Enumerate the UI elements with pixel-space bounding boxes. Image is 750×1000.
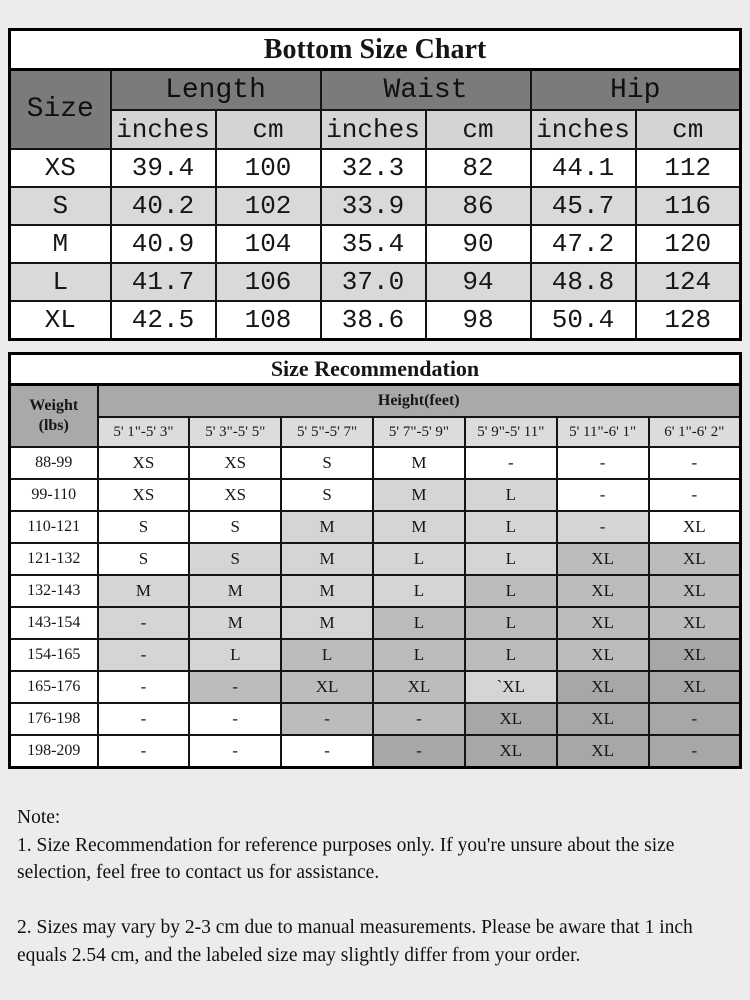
recommended-size-cell: L [373, 607, 465, 639]
waist-cm-header: cm [426, 110, 531, 149]
measurement-cell: 39.4 [111, 149, 216, 187]
measurement-cell: 100 [216, 149, 321, 187]
recommended-size-cell: XL [373, 671, 465, 703]
height-feet-header: Height(feet) [98, 385, 741, 418]
recommended-size-cell: - [557, 447, 649, 479]
hip-group-header: Hip [531, 70, 741, 111]
weight-range-cell: 165-176 [10, 671, 98, 703]
recommended-size-cell: XL [649, 671, 741, 703]
measurement-cell: 37.0 [321, 263, 426, 301]
measurement-cell: 104 [216, 225, 321, 263]
measurement-cell: 86 [426, 187, 531, 225]
recommended-size-cell: L [281, 639, 373, 671]
recommended-size-cell: L [373, 543, 465, 575]
measure-group-row [10, 70, 741, 111]
bottom-size-chart-title: Bottom Size Chart [10, 30, 741, 70]
size-label-cell: S [10, 187, 111, 225]
weight-range-cell: 154-165 [10, 639, 98, 671]
bottom-size-chart-table [8, 28, 742, 341]
recommended-size-cell: M [281, 575, 373, 607]
recommended-size-cell: L [465, 479, 557, 511]
weight-range-cell: 110-121 [10, 511, 98, 543]
measurement-cell: 82 [426, 149, 531, 187]
weight-header-cell [10, 385, 98, 448]
recommended-size-cell: M [373, 447, 465, 479]
recommended-size-cell: L [465, 543, 557, 575]
recommended-size-cell: - [189, 671, 281, 703]
recommended-size-cell: XL [557, 703, 649, 735]
recommended-size-cell: L [465, 575, 557, 607]
recommended-size-cell: XL [557, 735, 649, 768]
recommendation-row [10, 447, 741, 479]
waist-inches-header: inches [321, 110, 426, 149]
recommended-size-cell: L [465, 607, 557, 639]
length-cm-header: cm [216, 110, 321, 149]
recommended-size-cell: `XL [465, 671, 557, 703]
recommended-size-cell: M [98, 575, 190, 607]
recommendation-row [10, 479, 741, 511]
recommended-size-cell: M [281, 543, 373, 575]
hip-cm-header: cm [636, 110, 741, 149]
size-label-cell: XS [10, 149, 111, 187]
recommended-size-cell: L [465, 511, 557, 543]
bottom-size-chart-header [10, 30, 741, 150]
weight-range-cell: 198-209 [10, 735, 98, 768]
recommended-size-cell: - [373, 735, 465, 768]
recommended-size-cell: M [189, 575, 281, 607]
recommendation-row [10, 703, 741, 735]
measurement-cell: 94 [426, 263, 531, 301]
unit-row [10, 110, 741, 149]
length-inches-header: inches [111, 110, 216, 149]
size-recommendation-table [8, 352, 742, 769]
bottom-size-chart-title-row [10, 30, 741, 70]
recommended-size-cell: L [465, 639, 557, 671]
measurement-cell: 42.5 [111, 301, 216, 340]
recommended-size-cell: XL [281, 671, 373, 703]
length-group-header: Length [111, 70, 321, 111]
recommended-size-cell: - [649, 479, 741, 511]
size-recommendation-title-row [10, 354, 741, 385]
height-range-5: 5' 9"-5' 11" [465, 417, 557, 447]
measurement-cell: 128 [636, 301, 741, 340]
recommended-size-cell: XL [649, 511, 741, 543]
height-range-6: 5' 11"-6' 1" [557, 417, 649, 447]
recommended-size-cell: S [281, 479, 373, 511]
measurement-cell: 38.6 [321, 301, 426, 340]
recommended-size-cell: S [189, 511, 281, 543]
height-range-1: 5' 1"-5' 3" [98, 417, 190, 447]
bottom-size-chart-body [10, 149, 741, 340]
weight-range-cell: 121-132 [10, 543, 98, 575]
size-recommendation-body [10, 447, 741, 768]
recommended-size-cell: S [281, 447, 373, 479]
size-chart-row [10, 187, 741, 225]
recommended-size-cell: XS [189, 447, 281, 479]
size-chart-row [10, 225, 741, 263]
recommended-size-cell: - [98, 639, 190, 671]
measurement-cell: 40.9 [111, 225, 216, 263]
recommended-size-cell: - [465, 447, 557, 479]
recommended-size-cell: - [281, 703, 373, 735]
recommended-size-cell: - [98, 703, 190, 735]
recommendation-row [10, 511, 741, 543]
size-label-cell: XL [10, 301, 111, 340]
note-heading: Note: [17, 807, 61, 828]
measurement-cell: 102 [216, 187, 321, 225]
height-range-row [10, 417, 741, 447]
recommended-size-cell: M [281, 511, 373, 543]
recommended-size-cell: XL [557, 607, 649, 639]
recommended-size-cell: - [557, 479, 649, 511]
height-range-3: 5' 5"-5' 7" [281, 417, 373, 447]
recommended-size-cell: M [373, 511, 465, 543]
recommended-size-cell: - [189, 735, 281, 768]
recommended-size-cell: M [373, 479, 465, 511]
recommended-size-cell: XL [649, 639, 741, 671]
measurement-cell: 98 [426, 301, 531, 340]
recommendation-row [10, 543, 741, 575]
measurement-cell: 48.8 [531, 263, 636, 301]
measurement-cell: 112 [636, 149, 741, 187]
size-chart-row [10, 263, 741, 301]
recommended-size-cell: XL [465, 735, 557, 768]
recommended-size-cell: - [649, 735, 741, 768]
recommended-size-cell: S [189, 543, 281, 575]
recommended-size-cell: XL [557, 671, 649, 703]
recommended-size-cell: S [98, 543, 190, 575]
size-label-cell: M [10, 225, 111, 263]
size-column-header: Size [10, 70, 111, 150]
recommendation-row [10, 639, 741, 671]
recommended-size-cell: - [649, 447, 741, 479]
weight-header-line2: (lbs) [38, 417, 69, 434]
size-label-cell: L [10, 263, 111, 301]
measurement-cell: 50.4 [531, 301, 636, 340]
recommended-size-cell: XS [98, 447, 190, 479]
size-chart-row [10, 149, 741, 187]
note-2: 2. Sizes may vary by 2-3 cm due to manual measurements. Please be aware that 1 inch equals 2.54 cm, and the labeled size may slightly differ from your order. [17, 917, 693, 966]
weight-header-line1: Weight [29, 397, 79, 414]
measurement-cell: 124 [636, 263, 741, 301]
measurement-cell: 40.2 [111, 187, 216, 225]
recommended-size-cell: - [98, 671, 190, 703]
recommended-size-cell: XL [649, 607, 741, 639]
recommended-size-cell: - [189, 703, 281, 735]
recommendation-row [10, 735, 741, 768]
recommended-size-cell: L [373, 575, 465, 607]
recommended-size-cell: XL [465, 703, 557, 735]
measurement-cell: 45.7 [531, 187, 636, 225]
recommended-size-cell: - [373, 703, 465, 735]
size-recommendation-title: Size Recommendation [10, 354, 741, 385]
weight-range-cell: 132-143 [10, 575, 98, 607]
weight-range-cell: 176-198 [10, 703, 98, 735]
recommended-size-cell: XS [98, 479, 190, 511]
recommended-size-cell: XL [557, 575, 649, 607]
measurement-cell: 90 [426, 225, 531, 263]
recommended-size-cell: S [98, 511, 190, 543]
recommended-size-cell: - [281, 735, 373, 768]
recommended-size-cell: - [98, 607, 190, 639]
note-1: 1. Size Recommendation for reference purposes only. If you're unsure about the size selection, feel free to contact us for assistance. [17, 834, 675, 884]
height-range-7: 6' 1"-6' 2" [649, 417, 741, 447]
weight-range-cell: 88-99 [10, 447, 98, 479]
hip-inches-header: inches [531, 110, 636, 149]
recommendation-row [10, 575, 741, 607]
measurement-cell: 32.3 [321, 149, 426, 187]
size-recommendation-header [10, 354, 741, 448]
weight-range-cell: 143-154 [10, 607, 98, 639]
recommended-size-cell: L [373, 639, 465, 671]
measurement-cell: 41.7 [111, 263, 216, 301]
recommended-size-cell: L [189, 639, 281, 671]
recommended-size-cell: XS [189, 479, 281, 511]
recommended-size-cell: - [649, 703, 741, 735]
measurement-cell: 33.9 [321, 187, 426, 225]
measurement-cell: 108 [216, 301, 321, 340]
recommended-size-cell: XL [649, 543, 741, 575]
recommended-size-cell: - [557, 511, 649, 543]
height-range-4: 5' 7"-5' 9" [373, 417, 465, 447]
size-chart-row [10, 301, 741, 340]
notes-section [17, 804, 735, 969]
measurement-cell: 116 [636, 187, 741, 225]
recommended-size-cell: XL [649, 575, 741, 607]
recommended-size-cell: XL [557, 639, 649, 671]
recommended-size-cell: M [281, 607, 373, 639]
weight-range-cell: 99-110 [10, 479, 98, 511]
height-range-2: 5' 3"-5' 5" [189, 417, 281, 447]
measurement-cell: 44.1 [531, 149, 636, 187]
recommended-size-cell: - [98, 735, 190, 768]
recommended-size-cell: XL [557, 543, 649, 575]
height-header-row [10, 385, 741, 418]
recommendation-row [10, 607, 741, 639]
waist-group-header: Waist [321, 70, 531, 111]
recommended-size-cell: M [189, 607, 281, 639]
recommendation-row [10, 671, 741, 703]
measurement-cell: 35.4 [321, 225, 426, 263]
measurement-cell: 47.2 [531, 225, 636, 263]
measurement-cell: 120 [636, 225, 741, 263]
measurement-cell: 106 [216, 263, 321, 301]
